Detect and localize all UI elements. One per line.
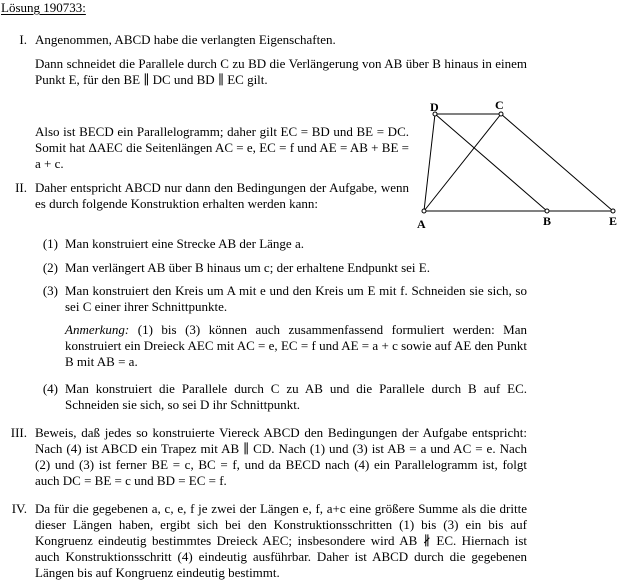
- step-marker-3: (3): [42, 283, 58, 298]
- label-C: C: [495, 98, 504, 112]
- solution-heading: Lösung 190733:: [1, 0, 86, 15]
- point-A: [422, 209, 426, 213]
- remark-label: Anmerkung:: [65, 322, 130, 337]
- step-1-text: Man konstruiert eine Strecke AB der Länge a.: [65, 236, 304, 251]
- line-AC: [424, 114, 501, 211]
- label-B: B: [543, 214, 552, 228]
- step-4-text: Man konstruiert die Parallele durch C zu AB und die Parallele durch B auf EC. Schneiden sie sich, so sei D ihr Schnittpunkt.: [65, 381, 527, 412]
- label-D: D: [430, 100, 439, 114]
- section-3-paragraph: Beweis, daß jedes so konstruierte Viereck ABCD den Bedingungen der Aufgabe entspricht: Nach (4) ist ABCD ein Trapez mit AB ∥ CD. Nach (1) und (3) ist AB = a und AC = e. Nach (2) und (3) ist ferner BE = c, BC = f, und da BECD nach (4) ein Parallelogramm ist, folgt auch DC = BE = c und BD = EC = f.: [35, 425, 527, 488]
- point-C: [499, 112, 503, 116]
- line-CE: [501, 114, 613, 211]
- section-marker-4: IV.: [11, 501, 27, 516]
- trapezoid-figure: [414, 96, 620, 232]
- section-marker-1: I.: [19, 32, 27, 47]
- section-2-paragraph: Daher entspricht ABCD nur dann den Bedingungen der Aufgabe, wenn es durch folgende Konstruktion erhalten werden kann:: [35, 180, 409, 211]
- section-1-paragraph-2: Dann schneidet die Parallele durch C zu BD die Verlängerung von AB über B hinaus in einem Punkt E, für den BE ∥ DC und BD ∥ EC gilt.: [35, 56, 527, 87]
- point-B: [545, 209, 549, 213]
- label-E: E: [609, 214, 618, 228]
- section-marker-3: III.: [10, 425, 27, 440]
- step-2-text: Man verlängert AB über B hinaus um c; der erhaltene Endpunkt sei E.: [65, 260, 430, 275]
- line-AD: [424, 114, 435, 211]
- line-DB: [435, 114, 547, 211]
- remark-block: [65, 322, 527, 370]
- remark-text: (1) bis (3) können auch zusammenfassend formuliert werden: Man konstruiert ein Dreieck AEC mit AC = e, EC = f und AE = a + c sowie auf AE den Punkt B mit AB = a.: [65, 322, 528, 369]
- step-3-text: Man konstruiert den Kreis um A mit e und den Kreis um E mit f. Schneiden sie sich, so sei C einer ihrer Schnittpunkte.: [65, 283, 527, 314]
- section-1-intro: Angenommen, ABCD habe die verlangten Eigenschaften.: [35, 32, 336, 47]
- label-A: A: [417, 217, 426, 231]
- point-E: [611, 209, 615, 213]
- section-1-paragraph-3: Also ist BECD ein Parallelogramm; daher gilt EC = BD und BE = DC. Somit hat ΔAEC die Seitenlängen AC = e, EC = f und AE = AB + BE = a + c.: [35, 124, 409, 171]
- step-marker-2: (2): [42, 260, 58, 275]
- section-marker-2: II.: [15, 180, 27, 195]
- section-4-paragraph: Da für die gegebenen a, c, e, f je zwei der Längen e, f, a+c eine größere Summe als die dritte dieser Längen haben, ergibt sich bei den Konstruktionsschritten (1) bis (3) ein bis auf Kongruenz eindeutig bestimmtes Dreieck AEC; insbesondere wird AB ∦ EC. Hiernach ist auch Konstruktionsschritt (4) eindeutig ausführbar. Daher ist ABCD durch die gegebenen Längen bis auf Kongruenz eindeutig bestimmt.: [35, 501, 527, 580]
- step-marker-4: (4): [42, 381, 58, 396]
- step-marker-1: (1): [42, 236, 58, 251]
